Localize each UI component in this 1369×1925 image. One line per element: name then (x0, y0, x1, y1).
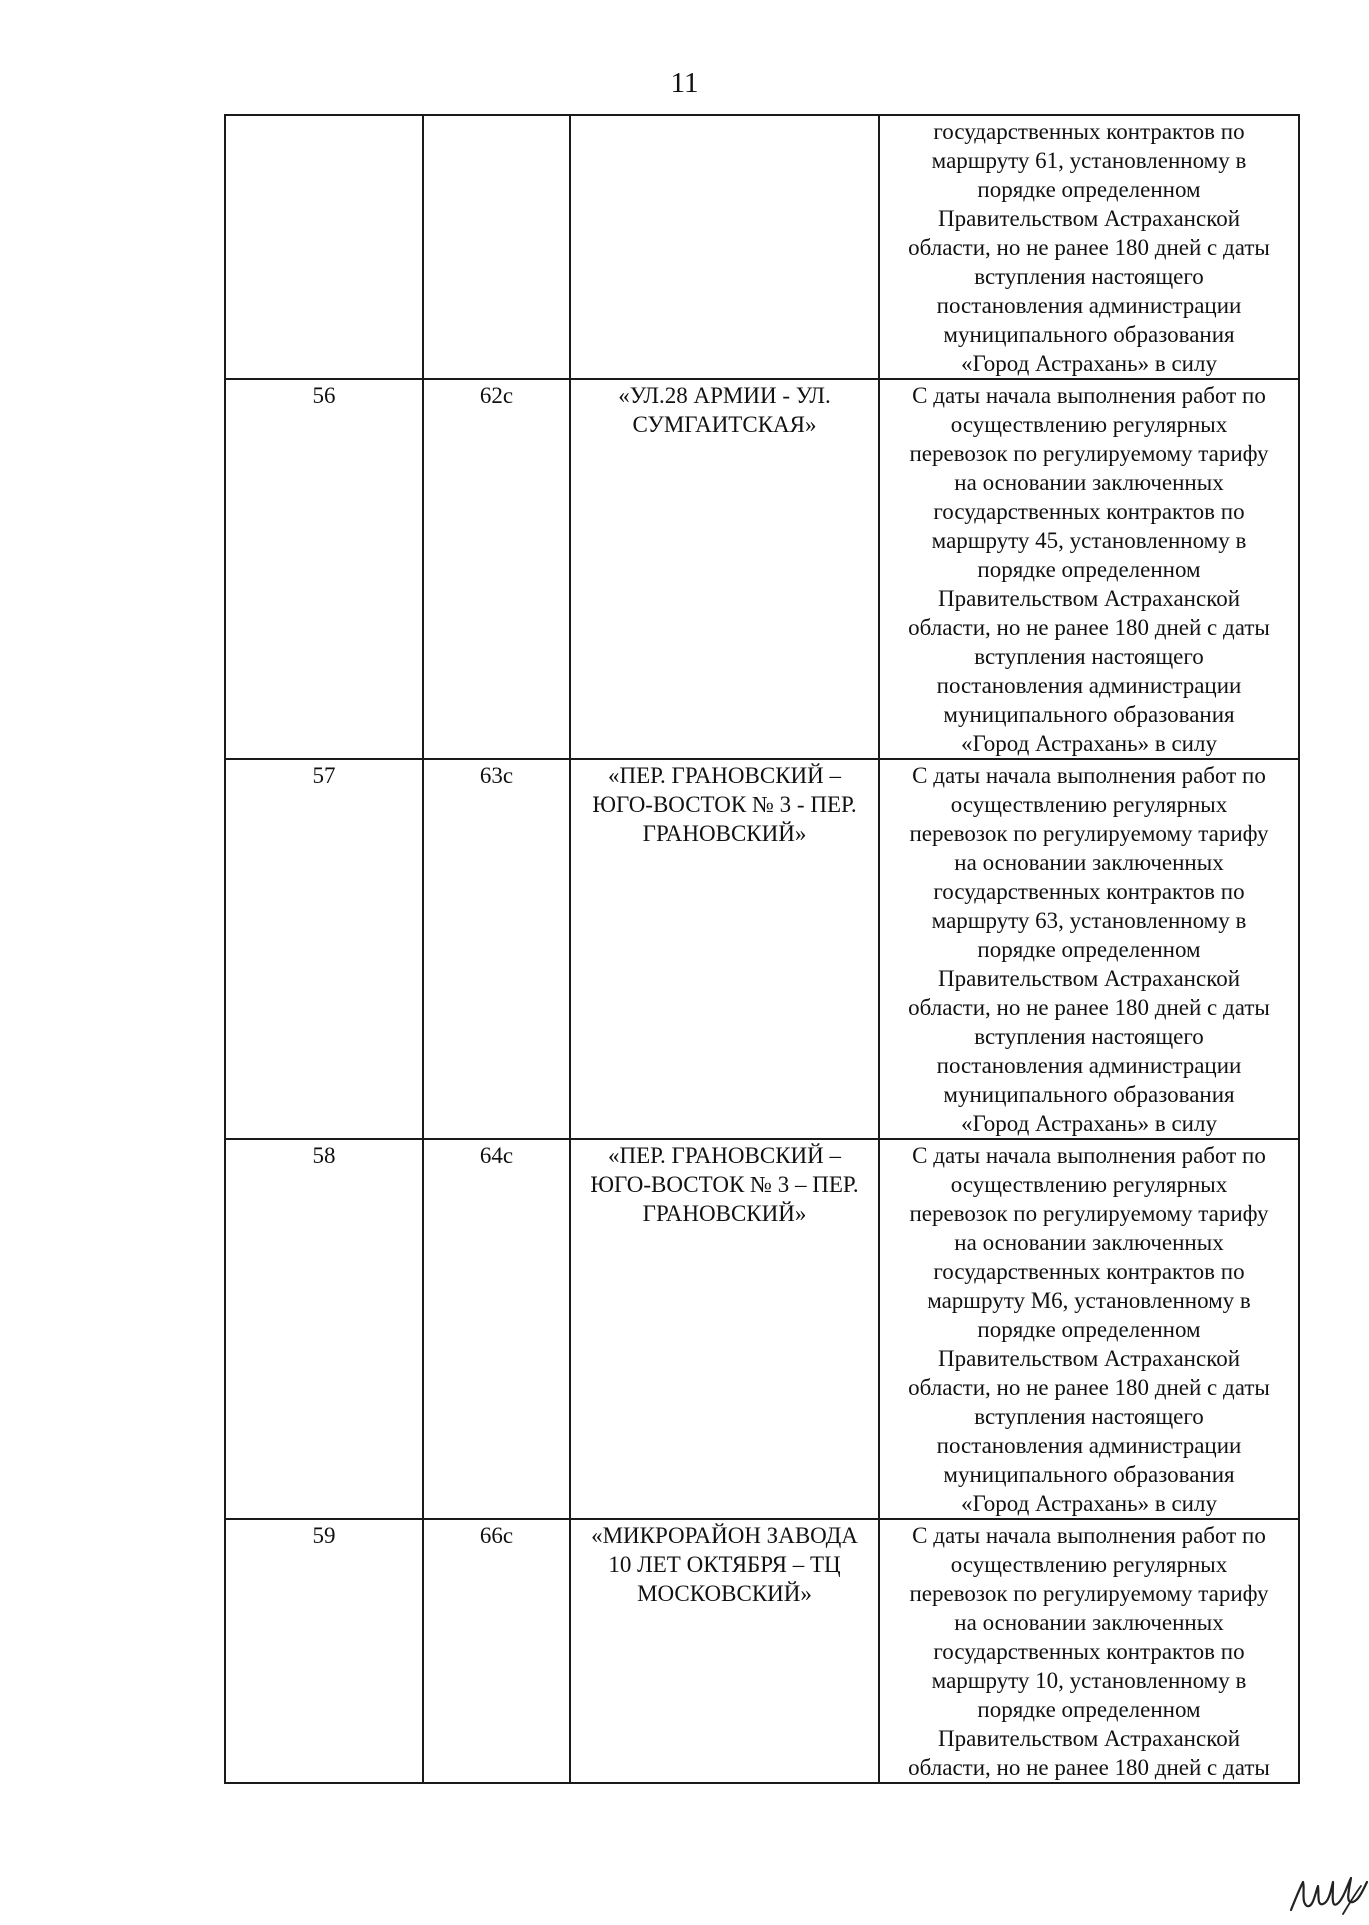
route-name-cell: «ПЕР. ГРАНОВСКИЙ – ЮГО-ВОСТОК № 3 - ПЕР. ГРАНОВСКИЙ» (570, 759, 879, 1139)
validity-text-line: постановления администрации (936, 1433, 1242, 1458)
validity-text-line: области, но не ранее 180 дней с даты (908, 1755, 1270, 1780)
validity-text-line: вступления настоящего (974, 1404, 1204, 1429)
route-number-cell: 66с (423, 1519, 570, 1783)
validity-text-line: перевозок по регулируемому тарифу (909, 821, 1269, 846)
validity-text-line: области, но не ранее 180 дней с даты (908, 615, 1270, 640)
validity-cell (879, 759, 1299, 1139)
validity-text-line: маршруту М6, установленному в (927, 1288, 1251, 1313)
validity-text-line: осуществлению регулярных (950, 792, 1228, 817)
validity-text-line: порядке определенном (977, 1317, 1201, 1342)
validity-text-line: Правительством Астраханской (937, 966, 1241, 991)
table-row (225, 1139, 1299, 1519)
validity-text-line: маршруту 61, установленному в (931, 148, 1247, 173)
validity-text-line: маршруту 45, установленному в (931, 528, 1247, 553)
validity-text-line: Правительством Астраханской (937, 586, 1241, 611)
route-name-cell: «МИКРОРАЙОН ЗАВОДА 10 ЛЕТ ОКТЯБРЯ – ТЦ МОСКОВСКИЙ» (570, 1519, 879, 1783)
validity-text-line: на основании заключенных (954, 1610, 1224, 1635)
route-number-cell (423, 115, 570, 379)
validity-text-line: С даты начала выполнения работ по (912, 1143, 1266, 1168)
validity-cell (879, 1139, 1299, 1519)
validity-text-line: Правительством Астраханской (937, 1346, 1241, 1371)
validity-text-line: порядке определенном (977, 937, 1201, 962)
table-row (225, 1519, 1299, 1783)
route-name-cell (570, 115, 879, 379)
validity-text-line: порядке определенном (977, 1697, 1201, 1722)
validity-text-line: осуществлению регулярных (950, 1172, 1228, 1197)
validity-text-line: вступления настоящего (974, 644, 1204, 669)
validity-text-line: осуществлению регулярных (950, 1552, 1228, 1577)
validity-text-line: государственных контрактов по (933, 1259, 1245, 1284)
signature-image (1285, 1860, 1369, 1920)
row-number-cell: 58 (225, 1139, 423, 1519)
validity-cell (879, 115, 1299, 379)
route-name-cell: «УЛ.28 АРМИИ - УЛ. СУМГАИТСКАЯ» (570, 379, 879, 759)
validity-text-line: на основании заключенных (954, 470, 1224, 495)
validity-text-line: вступления настоящего (974, 264, 1204, 289)
validity-text-line: «Город Астрахань» в силу (961, 351, 1217, 376)
route-number-cell: 63с (423, 759, 570, 1139)
validity-text-line: перевозок по регулируемому тарифу (909, 441, 1269, 466)
validity-text-line: муниципального образования (943, 1082, 1235, 1107)
validity-text-line: Правительством Астраханской (937, 1726, 1241, 1751)
validity-text-line: перевозок по регулируемому тарифу (909, 1201, 1269, 1226)
validity-cell (879, 379, 1299, 759)
validity-text-line: государственных контрактов по (933, 1639, 1245, 1664)
validity-text-line: С даты начала выполнения работ по (912, 383, 1266, 408)
validity-text-line: области, но не ранее 180 дней с даты (908, 995, 1270, 1020)
validity-text-line: перевозок по регулируемому тарифу (909, 1581, 1269, 1606)
validity-text-line: С даты начала выполнения работ по (912, 763, 1266, 788)
validity-text-line: вступления настоящего (974, 1024, 1204, 1049)
validity-text-line: «Город Астрахань» в силу (961, 731, 1217, 756)
table-row (225, 759, 1299, 1139)
validity-text-line: постановления администрации (936, 673, 1242, 698)
validity-text-line: муниципального образования (943, 322, 1235, 347)
table-row (225, 115, 1299, 379)
validity-text-line: муниципального образования (943, 702, 1235, 727)
route-number-cell: 62с (423, 379, 570, 759)
route-number-cell: 64с (423, 1139, 570, 1519)
validity-text-line: С даты начала выполнения работ по (912, 1523, 1266, 1548)
row-number-cell: 57 (225, 759, 423, 1139)
validity-text-line: Правительством Астраханской (937, 206, 1241, 231)
routes-table-body (225, 115, 1299, 1783)
validity-text-line: «Город Астрахань» в силу (961, 1111, 1217, 1136)
row-number-cell: 56 (225, 379, 423, 759)
validity-text-line: осуществлению регулярных (950, 412, 1228, 437)
validity-text-line: «Город Астрахань» в силу (961, 1491, 1217, 1516)
validity-text-line: на основании заключенных (954, 1230, 1224, 1255)
validity-text-line: маршруту 63, установленному в (931, 908, 1247, 933)
page-number: 11 (670, 67, 699, 99)
validity-text-line: государственных контрактов по (933, 879, 1245, 904)
validity-text-line: маршруту 10, установленному в (931, 1668, 1247, 1693)
validity-text-line: на основании заключенных (954, 850, 1224, 875)
validity-text-line: муниципального образования (943, 1462, 1235, 1487)
validity-text-line: государственных контрактов по (933, 499, 1245, 524)
routes-table (224, 114, 1300, 1784)
validity-text-line: области, но не ранее 180 дней с даты (908, 1375, 1270, 1400)
validity-text-line: порядке определенном (977, 557, 1201, 582)
validity-text-line: порядке определенном (977, 177, 1201, 202)
route-name-cell: «ПЕР. ГРАНОВСКИЙ – ЮГО-ВОСТОК № 3 – ПЕР. ГРАНОВСКИЙ» (570, 1139, 879, 1519)
row-number-cell (225, 115, 423, 379)
validity-cell (879, 1519, 1299, 1783)
row-number-cell: 59 (225, 1519, 423, 1783)
validity-text-line: постановления администрации (936, 1053, 1242, 1078)
table-row (225, 379, 1299, 759)
validity-text-line: области, но не ранее 180 дней с даты (908, 235, 1270, 260)
validity-text-line: государственных контрактов по (933, 119, 1245, 144)
validity-text-line: постановления администрации (936, 293, 1242, 318)
